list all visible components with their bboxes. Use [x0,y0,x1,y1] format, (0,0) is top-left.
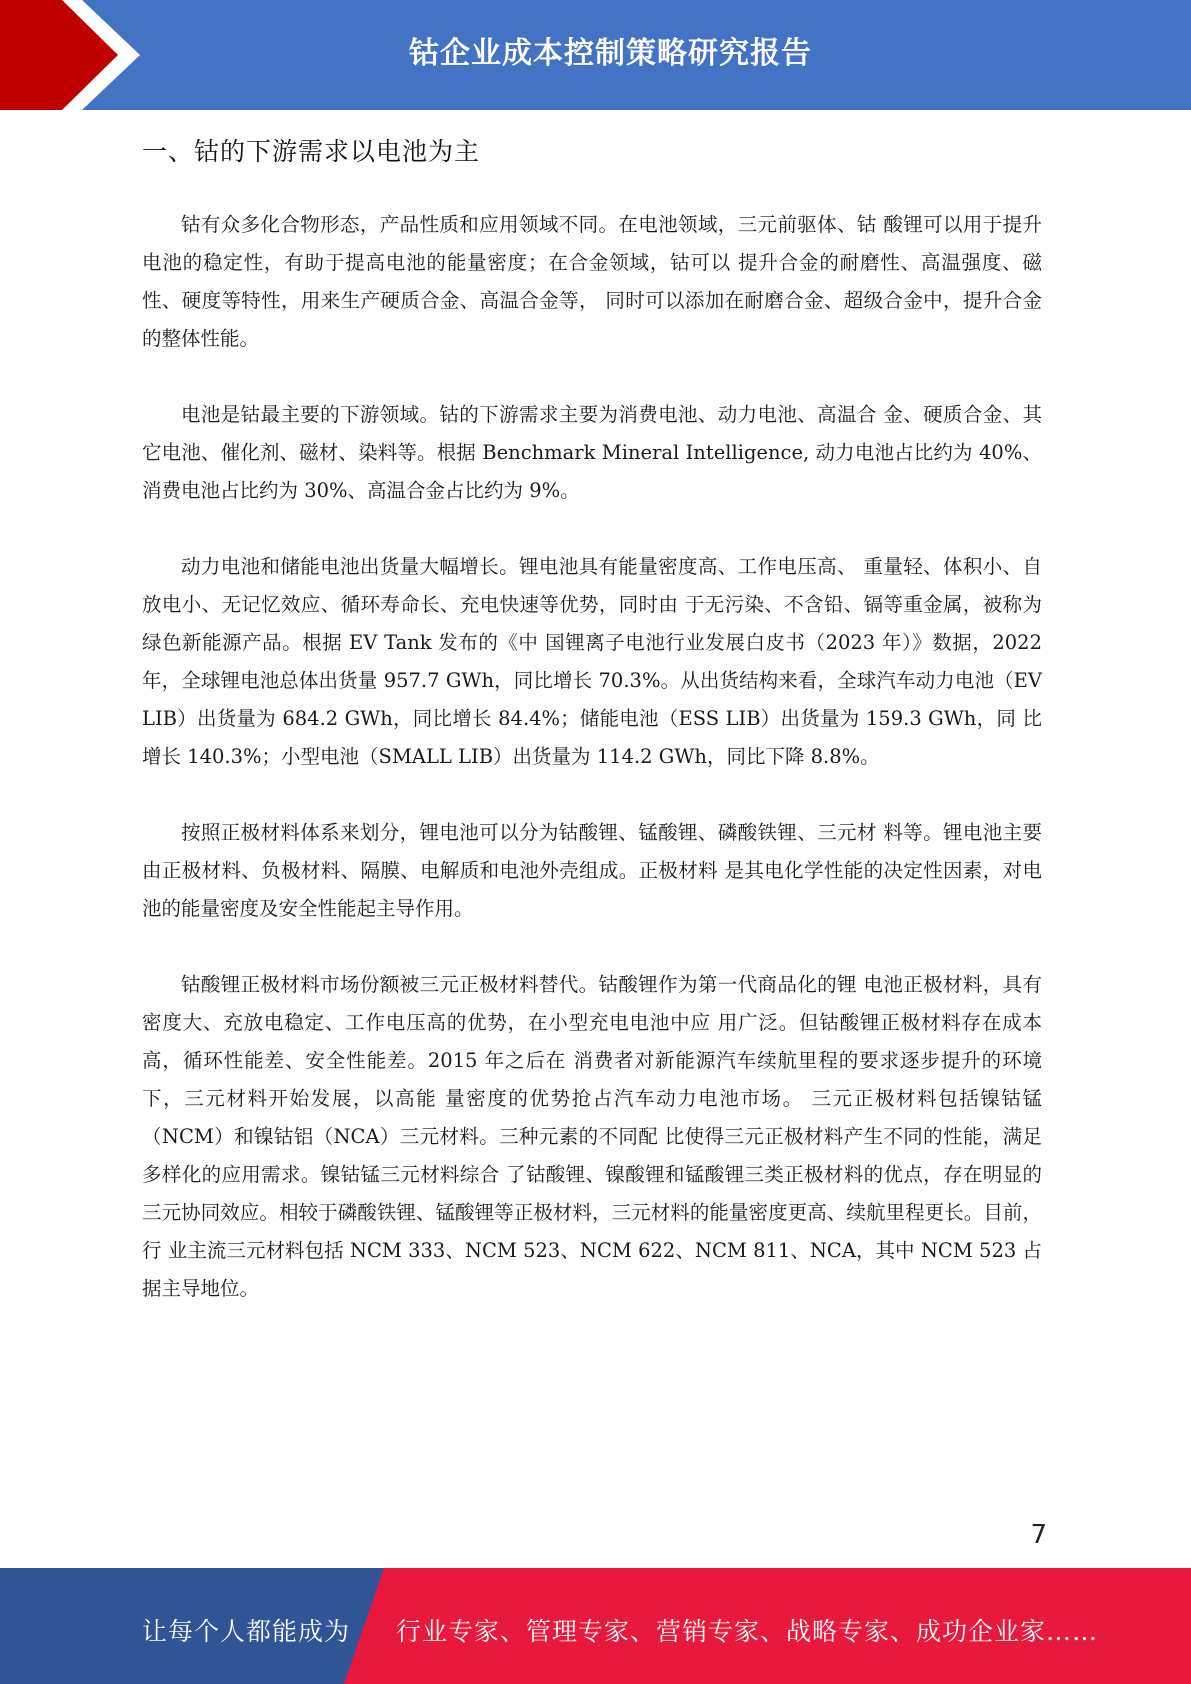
section-heading: 一、钴的下游需求以电池为主 [142,137,481,166]
body-content [142,206,1042,1346]
paragraph: 按照正极材料体系来划分，锂电池可以分为钴酸锂、锰酸锂、磷酸铁锂、三元材 料等。锂电池主要由正极材料、负极材料、隔膜、电解质和电池外壳组成。正极材料 是其电化学性能的决定性因素，对电池的能量密度及安全性能起主导作用。 [142,821,1042,920]
report-title: 钴企业成本控制策略研究报告 [409,36,812,71]
header-banner [0,0,1191,110]
paragraph: 钴酸锂正极材料市场份额被三元正极材料替代。钴酸锂作为第一代商品化的锂 电池正极材料，具有密度大、充放电稳定、工作电压高的优势，在小型充电电池中应 用广泛。但钴酸锂正极材料存在成本高，循环性能差、安全性能差。2015 年之后在 消费者对新能源汽车续航里程的要求逐步提升的环境下，三元材料开始发展，以高能 量密度的优势抢占汽车动力电池市场。 三元正极材料包括镍钴锰（NCM）和镍钴铝（NCA）三元材料。三种元素的不同配 比使得三元正极材料产生不同的性能，满足多样化的应用需求。镍钴锰三元材料综合 了钴酸锂、镍酸锂和锰酸锂三类正极材料的优点，存在明显的三元协同效应。相较于磷酸铁锂、锰酸锂等正极材料，三元材料的能量密度更高、续航里程更长。目前，行 业主流三元材料包括 NCM 333、NCM 523、NCM 622、NCM 811、NCA，其中 NCM 523 占 据主导地位。 [142,973,1042,1300]
paragraph: 钴有众多化合物形态，产品性质和应用领域不同。在电池领域，三元前驱体、钴 酸锂可以用于提升电池的稳定性，有助于提高电池的能量密度；在合金领域，钴可以 提升合金的耐磨性、高温强度、磁性、硬度等特性，用来生产硬质合金、高温合金等， 同时可以添加在耐磨合金、超级合金中，提升合金的整体性能。 [142,213,1042,350]
paragraph: 电池是钴最主要的下游领域。钴的下游需求主要为消费电池、动力电池、高温合 金、硬质合金、其它电池、催化剂、磁材、染料等。根据 Benchmark Mineral Intelligence, 动力电池占比约为 40%、消费电池占比约为 30%、高温合金占比约为 9%。 [142,403,1042,502]
page-number: 7 [1030,1520,1047,1550]
paragraph: 动力电池和储能电池出货量大幅增长。锂电池具有能量密度高、工作电压高、 重量轻、体积小、自放电小、无记忆效应、循环寿命长、充电快速等优势，同时由 于无污染、不含铅、镉等重金属，被称为绿色新能源产品。根据 EV Tank 发布的《中 国锂离子电池行业发展白皮书（2023 年）》数据，2022 年，全球锂电池总体出货量 957.7 GWh，同比增长 70.3%。从出货结构来看，全球汽车动力电池（EV LIB）出货量为 684.2 GWh，同比增长 84.4%；储能电池（ESS LIB）出货量为 159.3 GWh，同 比增长 140.3%；小型电池（SMALL LIB）出货量为 114.2 GWh，同比下降 8.8%。 [142,555,1042,768]
footer-slogan-lead: 让每个人都能成为 [142,1617,351,1646]
footer-slogan-roles: 行业专家、管理专家、营销专家、战略专家、成功企业家…… [396,1617,1099,1646]
footer-banner [0,1568,1191,1684]
